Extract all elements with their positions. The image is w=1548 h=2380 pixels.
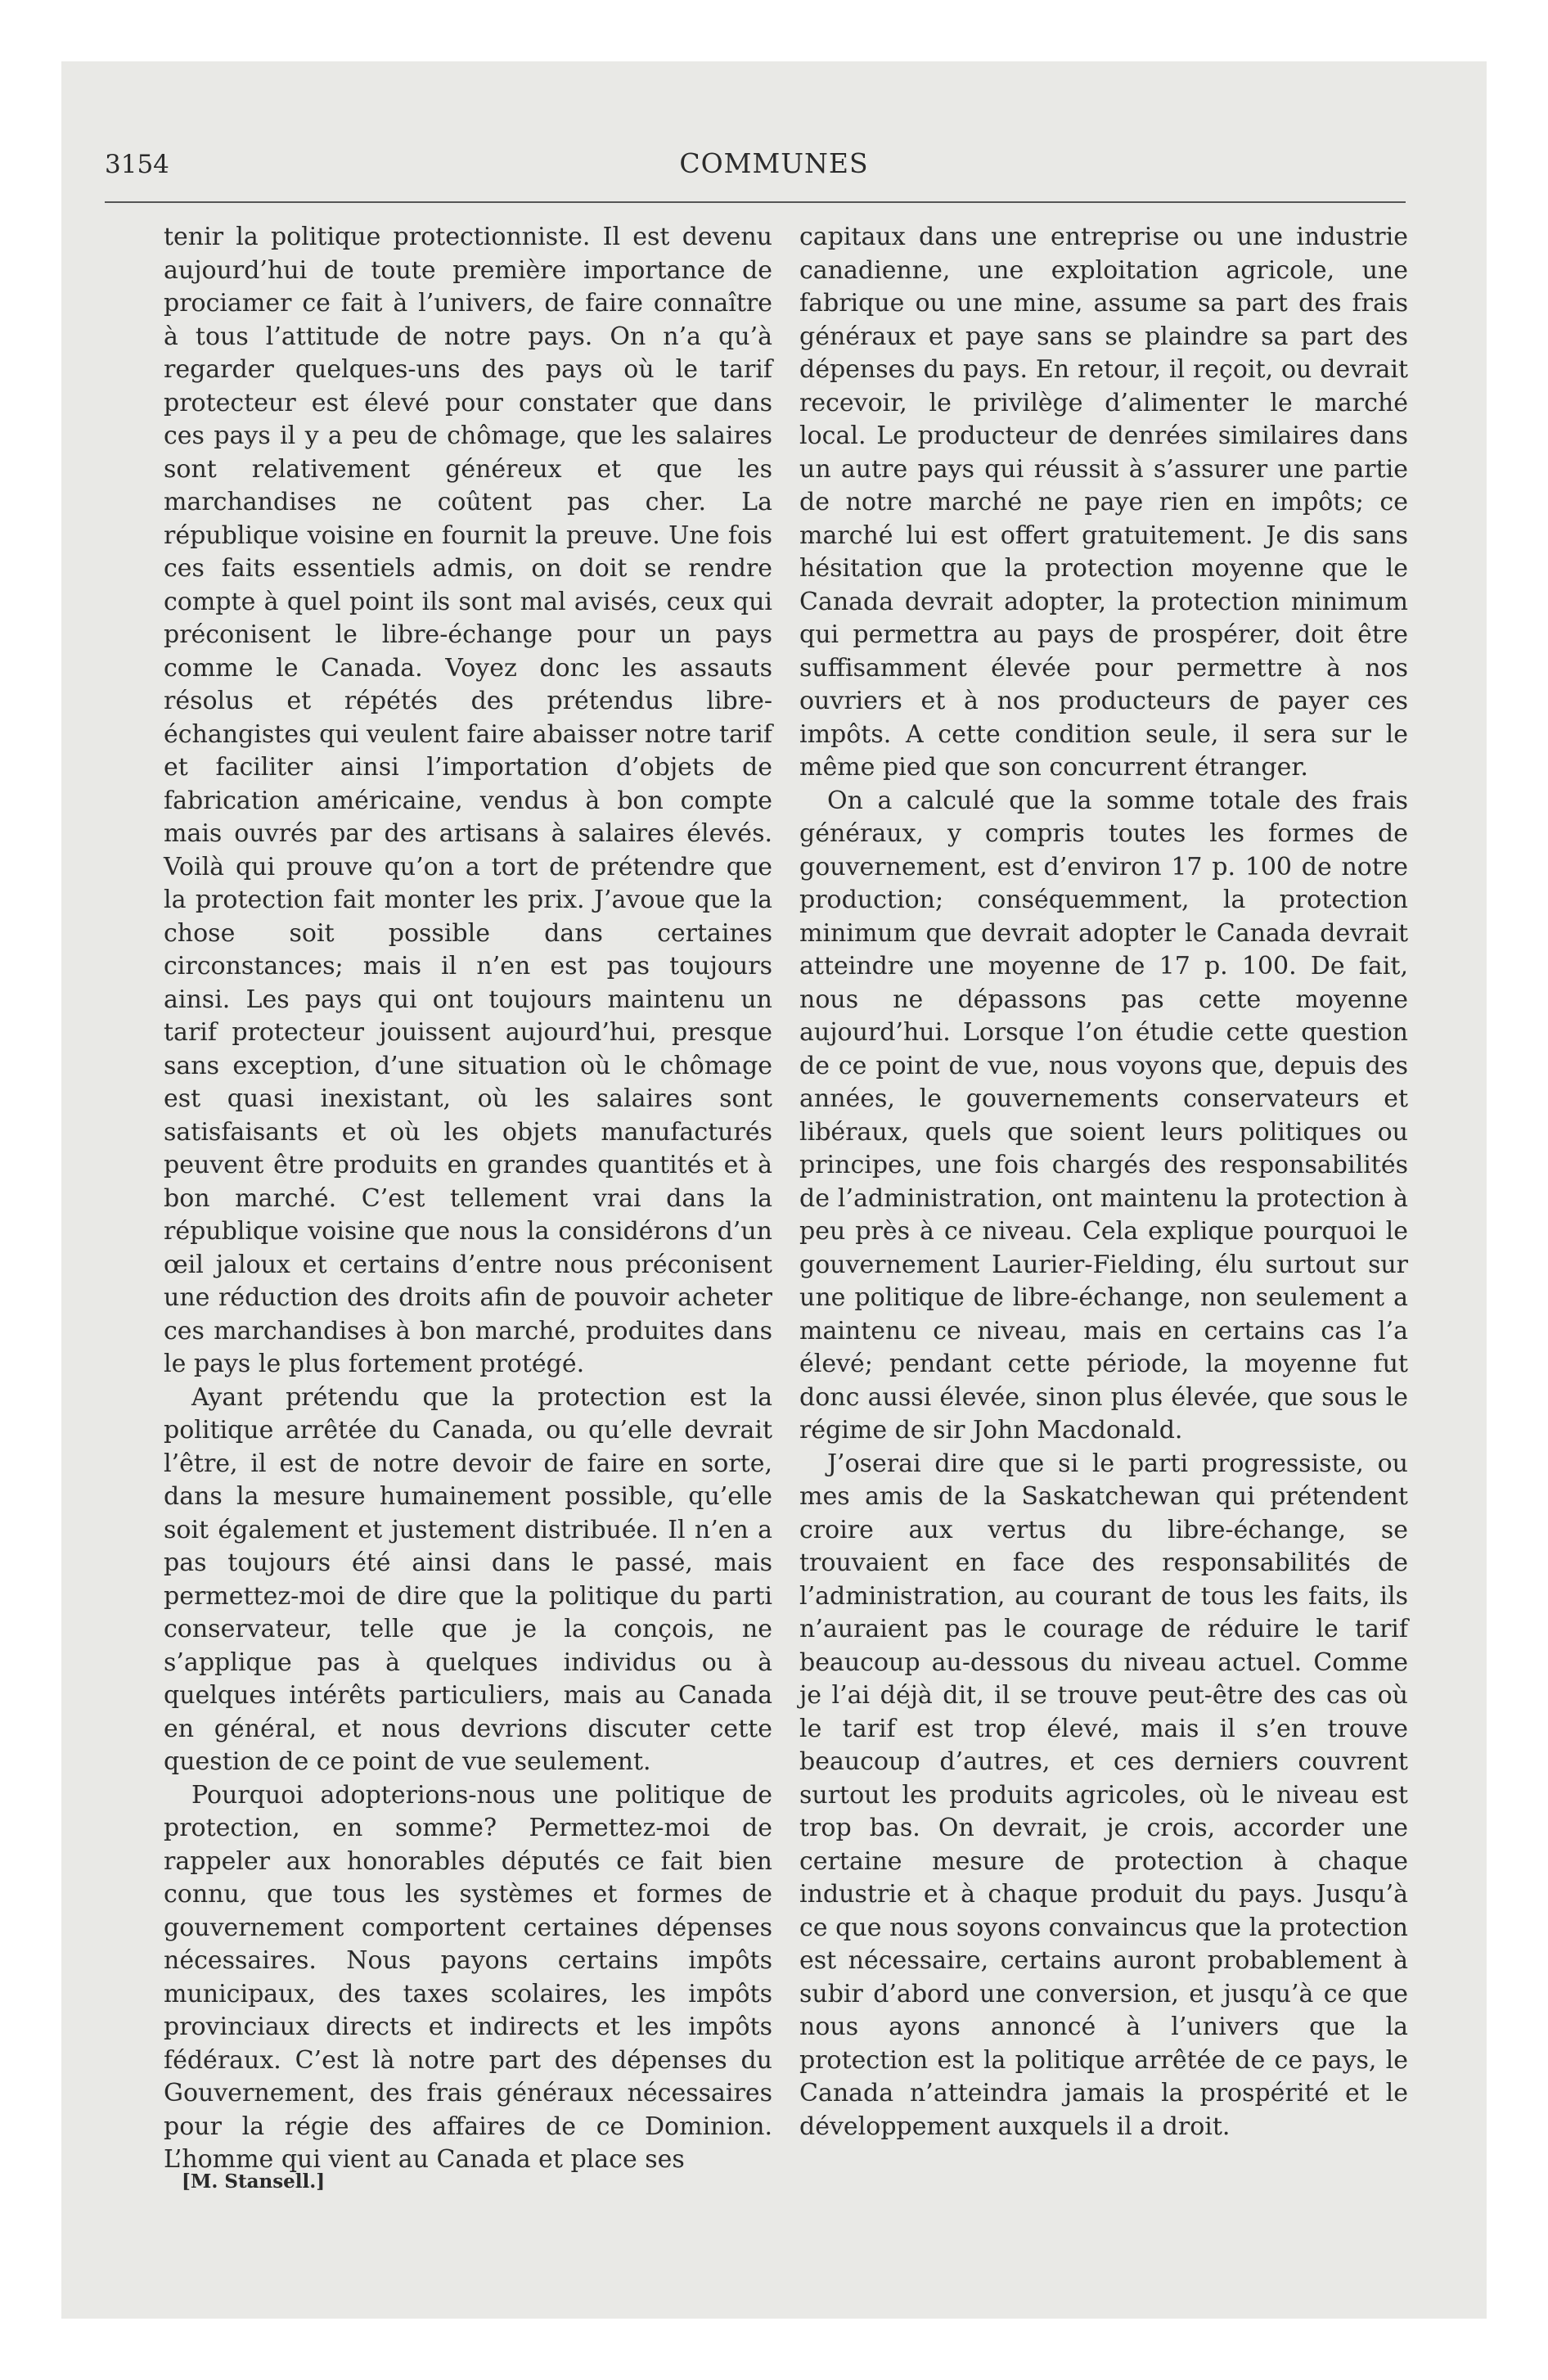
- paragraph: capitaux dans une entreprise ou une industrie canadienne, une exploitation agricole, une fabrique ou une mine, assume sa part des frais généraux et paye sans se plaindre sa part des dépenses du pays. En retour, il reçoit, ou devrait recevoir, le privilège d’alimenter le marché local. Le producteur de denrées similaires dans un autre pays qui réussit à s’assurer une partie de notre marché ne paye rien en impôts; ce marché lui est offert gratuitement. Je dis sans hésitation que la protection moyenne que le Canada devrait adopter, la protection minimum qui permettra au pays de prospérer, doit être suffisamment élevée pour permettre à nos ouvriers et à nos producteurs de payer ces impôts. A cette condition seule, il sera sur le même pied que son concurrent étranger.: [799, 223, 1408, 782]
- header-rule: [105, 201, 1406, 203]
- speaker-footer: [M. Stansell.]: [182, 2170, 326, 2193]
- right-column: [799, 221, 1408, 2143]
- page-number: 3154: [105, 150, 169, 179]
- paragraph: Ayant prétendu que la protection est la politique arrêtée du Canada, ou qu’elle devrait l’être, il est de notre devoir de faire en sorte, dans la mesure humainement possible, qu’elle soit également et justement distribuée. Il n’en a pas toujours été ainsi dans le passé, mais permettez-moi de dire que la politique du parti conservateur, telle que je la conçois, ne s’applique pas à quelques individus ou à quelques intérêts particuliers, mais au Canada en général, et nous devrions discuter cette question de ce point de vue seulement.: [164, 1382, 772, 1776]
- left-column: [164, 221, 772, 2177]
- running-head: COMMUNES: [679, 147, 869, 179]
- paragraph: On a calculé que la somme totale des frais généraux, y compris toutes les formes de gouvernement, est d’environ 17 p. 100 de notre production; conséquemment, la protection minimum que devrait adopter le Canada devrait atteindre une moyenne de 17 p. 100. De fait, nous ne dépassons pas cette moyenne aujourd’hui. Lorsque l’on étudie cette question de ce point de vue, nous voyons que, depuis des années, le gouvernements conservateurs et libéraux, quels que soient leurs politiques ou principes, une fois chargés des responsabilités de l’administration, ont maintenu la protection à peu près à ce niveau. Cela explique pourquoi le gouvernement Laurier-Fielding, élu surtout sur une politique de libre-échange, non seulement a maintenu ce niveau, mais en certains cas l’a élevé; pendant cette période, la moyenne fut donc aussi élevée, sinon plus élevée, que sous le régime de sir John Macdonald.: [799, 786, 1408, 1445]
- paragraph: J’oserai dire que si le parti progressiste, ou mes amis de la Saskatchewan qui prétendent croire aux vertus du libre-échange, se trouvaient en face des responsabilités de l’administration, au courant de tous les faits, ils n’auraient pas le courage de réduire le tarif beaucoup au-dessous du niveau actuel. Comme je l’ai déjà dit, il se trouve peut-être des cas où le tarif est trop élevé, mais il s’en trouve beaucoup d’autres, et ces derniers couvrent surtout les produits agricoles, où le niveau est trop bas. On devrait, je crois, accorder une certaine mesure de protection à chaque industrie et à chaque produit du pays. Jusqu’à ce que nous soyons convaincus que la protection est nécessaire, certains auront probablement à subir d’abord une conversion, et jusqu’à ce que nous ayons annoncé à l’univers que la protection est la politique arrêtée de ce pays, le Canada n’atteindra jamais la prospérité et le développement auxquels il a droit.: [799, 1449, 1408, 2141]
- paragraph: Pourquoi adopterions-nous une politique de protection, en somme? Permettez-moi de rappeler aux honorables députés ce fait bien connu, que tous les systèmes et formes de gouvernement comportent certaines dépenses nécessaires. Nous payons certains impôts municipaux, des taxes scolaires, les impôts provinciaux directs et indirects et les impôts fédéraux. C’est là notre part des dépenses du Gouvernement, des frais généraux nécessaires pour la régie des affaires de ce Dominion. L’homme qui vient au Canada et place ses: [164, 1780, 772, 2174]
- paragraph: tenir la politique protectionniste. Il est devenu aujourd’hui de toute première importance de prociamer ce fait à l’univers, de faire connaître à tous l’attitude de notre pays. On n’a qu’à regarder quelques-uns des pays où le tarif protecteur est élevé pour constater que dans ces pays il y a peu de chômage, que les salaires sont relativement généreux et que les marchandises ne coûtent pas cher. La république voisine en fournit la preuve. Une fois ces faits essentiels admis, on doit se rendre compte à quel point ils sont mal avisés, ceux qui préconisent le libre-échange pour un pays comme le Canada. Voyez donc les assauts résolus et répétés des prétendus libre-échangistes qui veulent faire abaisser notre tarif et faciliter ainsi l’importation d’objets de fabrication américaine, vendus à bon compte mais ouvrés par des artisans à salaires élevés. Voilà qui prouve qu’on a tort de prétendre que la protection fait monter les prix. J’avoue que la chose soit possible dans certaines circonstances; mais il n’en est pas toujours ainsi. Les pays qui ont toujours maintenu un tarif protecteur jouissent aujourd’hui, presque sans exception, d’une situation où le chômage est quasi inexistant, où les salaires sont satisfaisants et où les objets manufacturés peuvent être produits en grandes quantités et à bon marché. C’est tellement vrai dans la république voisine que nous la considérons d’un œil jaloux et certains d’entre nous préconisent une réduction des droits afin de pouvoir acheter ces marchandises à bon marché, produites dans le pays le plus fortement protégé.: [164, 223, 772, 1378]
